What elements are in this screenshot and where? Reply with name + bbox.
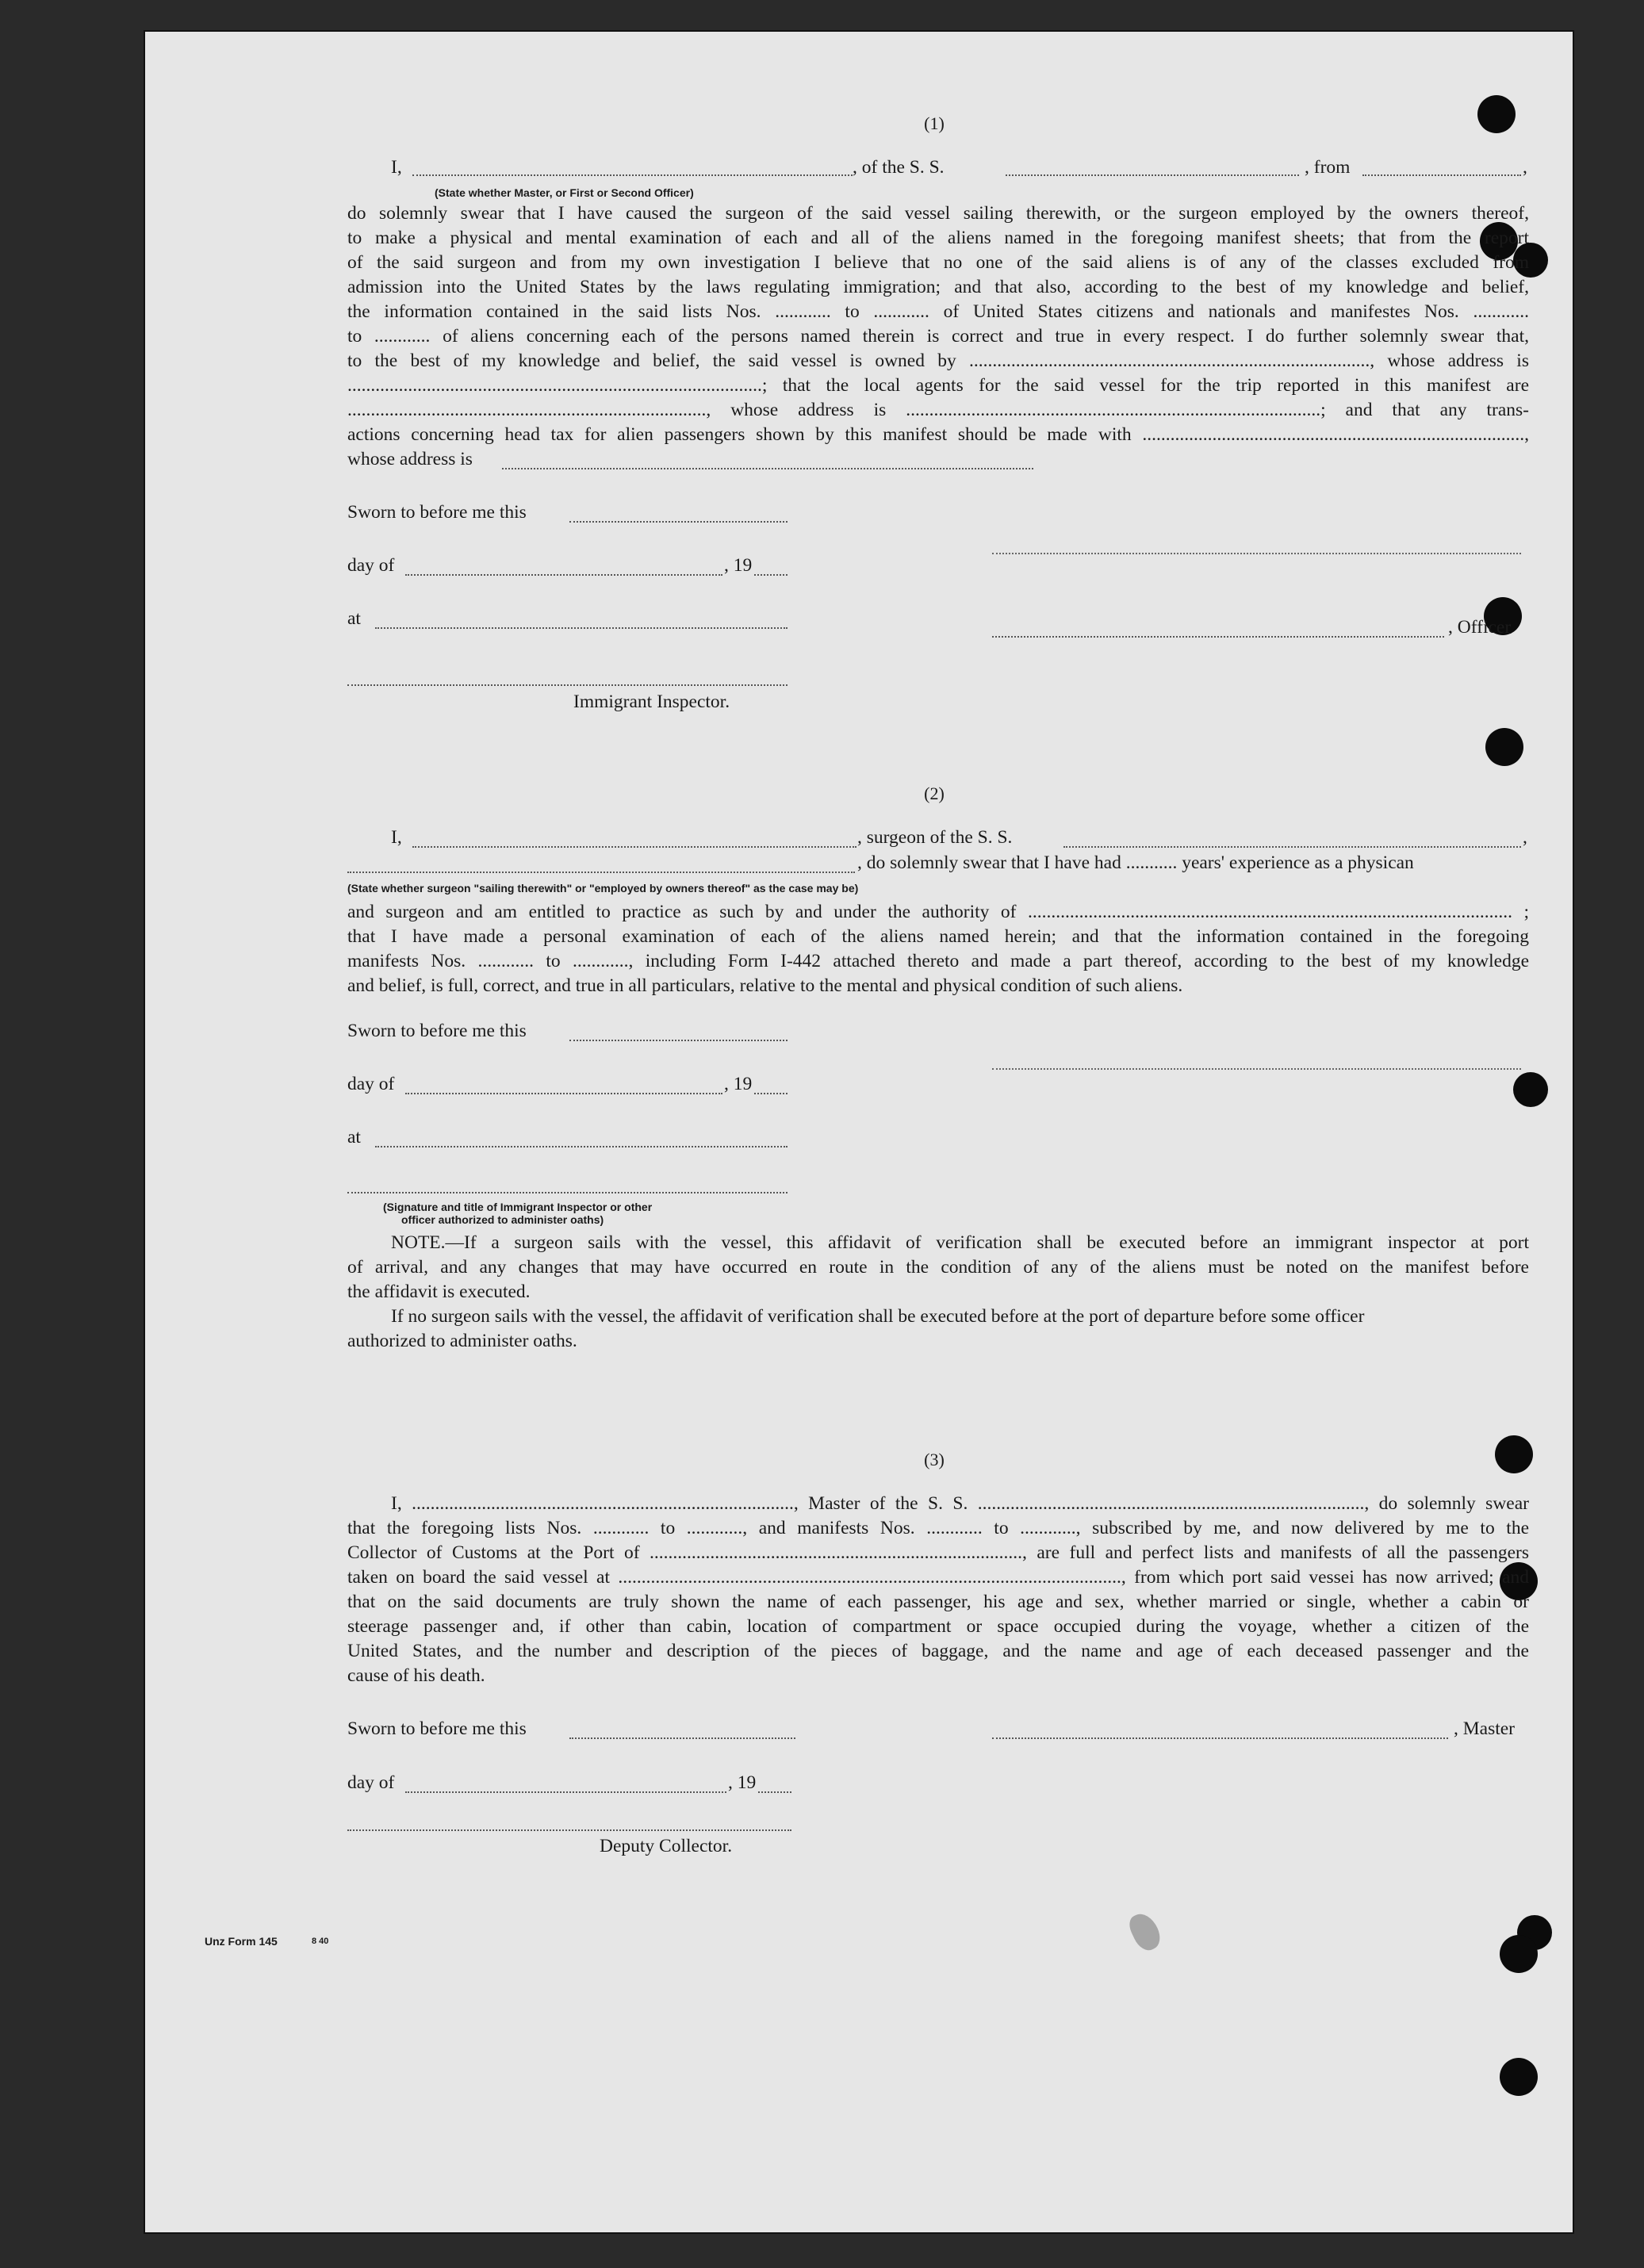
body-line: .........................................................................................; that the local agents for the said vessel for the trip reported in this manifest are: [347, 375, 1529, 396]
note-line: NOTE.—If a surgeon sails with the vessel, this affidavit of verification shall be executed before an immigrant inspector at port: [391, 1232, 1529, 1253]
inspector-signature-field[interactable]: [347, 1192, 788, 1193]
text-surgeon-of-ss: , surgeon of the S. S.: [857, 827, 1013, 848]
address-field[interactable]: [502, 468, 1033, 469]
section-number: (3): [924, 1450, 945, 1469]
at-label: at: [347, 1127, 361, 1147]
vessel-name-field[interactable]: [1063, 846, 1521, 848]
body-line: actions concerning head tax for alien passengers shown by this manifest should be made with ..................................................................................,: [347, 424, 1529, 445]
surgeon-type-field[interactable]: [347, 872, 855, 873]
body-line: that on the said documents are truly shown the name of each passenger, his age and sex, whether married or single, whether a cabin or: [347, 1592, 1529, 1612]
day-of-label: day of: [347, 1772, 395, 1793]
at-label: at: [347, 608, 361, 629]
section-1: [347, 111, 1529, 761]
sworn-date-field[interactable]: [569, 1040, 788, 1041]
body-line: to make a physical and mental examination of each and all of the aliens named in the foregoing manifest sheets; that from the report: [347, 228, 1529, 248]
sworn-label: Sworn to before me this: [347, 1021, 527, 1041]
text-i: I,: [391, 827, 402, 848]
note2-line: If no surgeon sails with the vessel, the affidavit of verification shall be executed before at the port of departure before some officer: [391, 1306, 1365, 1327]
day-of-field[interactable]: [405, 1791, 726, 1793]
section-number: (1): [924, 113, 945, 133]
body-line: Collector of Customs at the Port of ................................................................................, are full and perfect lists and manifests of all the passengers: [347, 1542, 1529, 1563]
manifest-verification-page: [145, 32, 1573, 2232]
text-of-ss: , of the S. S.: [853, 157, 945, 178]
signature-note: (Signature and title of Immigrant Inspector or other: [383, 1201, 653, 1213]
punch-hole: [1500, 2058, 1538, 2096]
text-comma: ,: [1523, 827, 1527, 848]
body-line: that I have made a personal examination of each of the aliens named herein; and that the information contained in the foregoing: [347, 926, 1529, 947]
officer-name-field[interactable]: [412, 174, 853, 176]
day-of-label: day of: [347, 1074, 395, 1094]
signature-line[interactable]: [992, 553, 1521, 554]
year-field[interactable]: [754, 1093, 788, 1094]
form-number: Unz Form 145: [205, 1935, 278, 1948]
body-line: to ............ of aliens concerning each of the persons named therein is correct and true in every respect. I do further solemnly swear that,: [347, 326, 1529, 347]
sworn-date-field[interactable]: [569, 521, 788, 523]
body-line-last: cause of his death.: [347, 1665, 485, 1686]
note2-line-last: authorized to administer oaths.: [347, 1331, 577, 1351]
body-line: and surgeon and am entitled to practice as such by and under the authority of ........................................................................................................ ;: [347, 902, 1529, 922]
body-line: the information contained in the said lists Nos. ............ to ............ of United States citizens and nationals and manifestes Nos. ............: [347, 301, 1529, 322]
inspector-label: Immigrant Inspector.: [573, 692, 730, 712]
day-of-field[interactable]: [405, 574, 722, 576]
surgeon-signature-line[interactable]: [992, 1068, 1521, 1070]
form-code: 8 40: [312, 1937, 329, 1946]
inspector-signature-field[interactable]: [347, 684, 788, 686]
body-line: I, .................................................................................., Master of the S. S. ..................................................................................., do solemnly swear: [391, 1493, 1529, 1514]
body-line: United States, and the number and description of the pieces of baggage, and the name and age of each deceased passenger and the: [347, 1641, 1529, 1661]
sworn-date-field[interactable]: [569, 1737, 795, 1739]
body-line: of the said surgeon and from my own investigation I believe that no one of the said aliens is of any of the classes excluded from: [347, 252, 1529, 273]
day-of-label: day of: [347, 555, 395, 576]
section-2: [347, 781, 1529, 1416]
text-whose-address: whose address is: [347, 449, 473, 469]
body-line: that the foregoing lists Nos. ............ to ............, and manifests Nos. ............ to ............, subscribed by me, and now delivered by me to the: [347, 1518, 1529, 1538]
master-label: , Master: [1454, 1718, 1516, 1739]
sworn-label: Sworn to before me this: [347, 502, 527, 523]
body-line: ............................................................................., whose address is .........................................................................................; and that any trans-: [347, 400, 1529, 420]
text-from: , from: [1305, 157, 1351, 178]
note-line: of arrival, and any changes that may have occurred en route in the condition of any of the aliens must be noted on the manifest before: [347, 1257, 1529, 1278]
from-port-field[interactable]: [1362, 174, 1521, 176]
section-number: (2): [924, 783, 945, 803]
deputy-collector-label: Deputy Collector.: [600, 1836, 733, 1856]
at-field[interactable]: [375, 627, 788, 629]
sworn-label: Sworn to before me this: [347, 1718, 527, 1739]
body-line: steerage passenger and, if other than cabin, location of compartment or space occupied during the voyage, whether a citizen of the: [347, 1616, 1529, 1637]
text-i: I,: [391, 157, 402, 178]
vessel-name-field[interactable]: [1006, 174, 1299, 176]
collector-signature-field[interactable]: [347, 1829, 791, 1831]
body-line: manifests Nos. ............ to ............, including Form I-442 attached thereto and made a part thereof, according to the best of my knowledge: [347, 951, 1529, 971]
body-line-last: and belief, is full, correct, and true in all particulars, relative to the mental and physical condition of such aliens.: [347, 975, 1183, 996]
text-years-experience: , do solemnly swear that I have had ........... years' experience as a physican: [857, 852, 1414, 873]
note-line-last: the affidavit is executed.: [347, 1281, 531, 1302]
section-3: [347, 1447, 1529, 1939]
day-of-field[interactable]: [405, 1093, 722, 1094]
at-field[interactable]: [375, 1146, 788, 1147]
signature-note: officer authorized to administer oaths): [401, 1213, 604, 1226]
officer-label: , Officer: [1448, 617, 1512, 638]
punch-hole: [1500, 1935, 1538, 1973]
officer-note: (State whether Master, or First or Second Officer): [435, 186, 694, 199]
year-field[interactable]: [758, 1791, 791, 1793]
year-label: , 19: [724, 1074, 753, 1094]
master-signature-field[interactable]: [992, 1737, 1448, 1739]
surgeon-note: (State whether surgeon "sailing therewith" or "employed by owners thereof" as the case may be): [347, 882, 859, 895]
surgeon-name-field[interactable]: [412, 846, 856, 848]
officer-signature-field[interactable]: [992, 636, 1444, 638]
body-line: do solemnly swear that I have caused the surgeon of the said vessel sailing therewith, or the surgeon employed by the owners thereof,: [347, 203, 1529, 224]
body-line: taken on board the said vessel at ............................................................................................................, from which port said vessei has now arrived; and: [347, 1567, 1529, 1588]
body-line: to the best of my knowledge and belief, the said vessel is owned by ......................................................................................, whose address is: [347, 351, 1529, 371]
year-label: , 19: [724, 555, 753, 576]
year-label: , 19: [728, 1772, 757, 1793]
body-line: admission into the United States by the laws regulating immigration; and that also, according to the best of my knowledge and belief,: [347, 277, 1529, 297]
text-comma: ,: [1523, 157, 1527, 178]
year-field[interactable]: [754, 574, 788, 576]
